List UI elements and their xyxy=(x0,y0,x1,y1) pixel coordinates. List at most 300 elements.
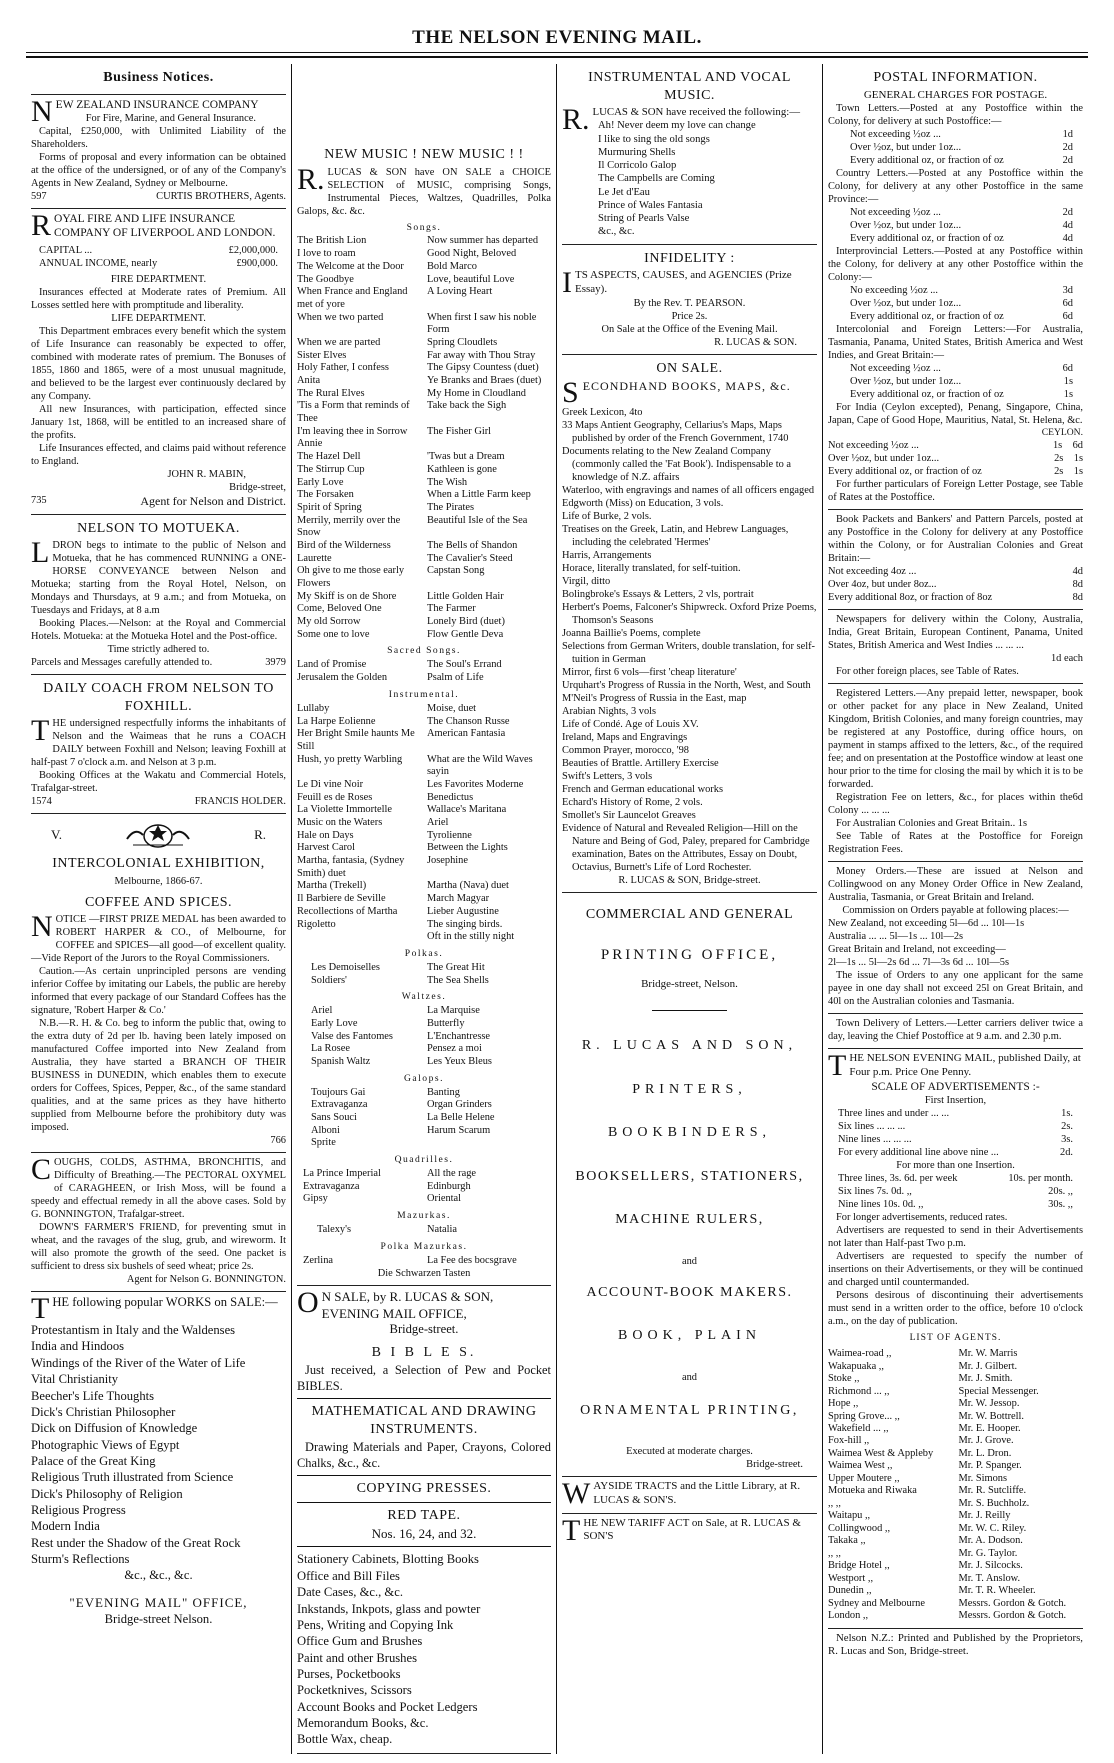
works-ad xyxy=(31,1292,286,1632)
column-4 xyxy=(822,64,1088,1754)
rate-table xyxy=(828,128,1083,167)
ad-text: This Department embraces every benefit which the system of Life Insurance can reasonably be expected to offer, combined with moderate rates of premium. The Bonuses of 1855, 1860 and 1865, were of a most unusual magnitude, and believed to be the largest ever continuously declared by any Company. xyxy=(31,325,286,402)
ad-heading: ACCOUNT-BOOK MAKERS. xyxy=(586,1284,793,1300)
list-item: The Gipsy Countess (duet) xyxy=(427,362,539,374)
book-title: Treatises on the Greek, Latin, and Hebrew Languages, including the celebrated 'Hermes' xyxy=(562,524,789,549)
imprint-text: Nelson N.Z.: Printed and Published by the Proprietors, R. Lucas and Son, Bridge-street. xyxy=(828,1631,1083,1658)
rate-label: For more than one Insertion. xyxy=(896,1160,1015,1172)
work-title: Photographic Views of Egypt xyxy=(31,1437,180,1452)
ad-heading: BOOKSELLERS, STATIONERS, xyxy=(575,1168,804,1184)
dropcap: T xyxy=(828,1049,847,1083)
list-item: Valse des Fantomes xyxy=(311,1030,393,1042)
list-item: Martha (Trekell) xyxy=(297,880,367,892)
rate-value: 2s xyxy=(1054,453,1064,465)
book-title: Common Prayer, morocco, '98 xyxy=(562,745,689,757)
list-item: Ye Branks and Braes (duet) xyxy=(427,375,542,387)
rate-row xyxy=(828,439,1083,452)
rate-value: 6d xyxy=(1072,440,1083,452)
list-item: Rigoletto xyxy=(297,918,336,930)
list-item: Recollections of Martha xyxy=(297,905,398,917)
rate-note: For further particulars of Foreign Letter Postage, see Table of Rates at the Postoffice. xyxy=(828,479,1083,504)
ad-heading: NELSON TO MOTUEKA. xyxy=(77,520,240,536)
work-title: Modern India xyxy=(31,1519,100,1534)
list-label: Sacred Songs. xyxy=(387,645,461,657)
stationery-item: Date Cases, &c., &c. xyxy=(297,1585,403,1600)
ad-signature: R. LUCAS & SON, Bridge-street. xyxy=(618,875,761,887)
list-item: La Rosee xyxy=(311,1043,350,1055)
stationery-item: Bottle Wax, cheap. xyxy=(297,1732,393,1747)
list-item: Little Golden Hair xyxy=(427,590,504,602)
tariff-ad xyxy=(562,1514,817,1550)
polka-mazurkas-list xyxy=(297,1255,551,1268)
masthead-rule-bottom xyxy=(26,56,1088,58)
ad-text: N.B.—R. H. & Co. beg to inform the public that, owing to the extra duty of 2d per lb. having been lately imposed on manufactured Coffee imported into New Zealand from Australia, they have started a BRANCH OF THEIR BUSINESS in DUNEDIN, which enables them to execute orders for Coffees, Spices, Pepper, &c., of the same standard qualities, and at the same prices as they have hitherto supplied from Melbourne before the prohibitory duty was imposed. xyxy=(31,1018,286,1134)
galops-list xyxy=(297,1087,551,1150)
rate-note: For longer advertisements, reduced rates. xyxy=(836,1212,1008,1224)
books-list xyxy=(562,406,817,874)
rate-value: 10s. per month. xyxy=(1008,1173,1073,1185)
book-title: Waterloo, with engravings and names of all officers engaged xyxy=(562,485,815,497)
dropcap: T xyxy=(31,1292,50,1326)
rate-value: 1s xyxy=(1063,376,1073,388)
list-item: Psalm of Life xyxy=(427,672,484,684)
rate-row xyxy=(850,362,1073,375)
rate-label: First Insertion, xyxy=(924,1095,987,1107)
list-item: When first I saw his noble Form xyxy=(427,311,537,336)
music-received-list xyxy=(562,119,817,238)
ad-heading: COFFEE AND SPICES. xyxy=(84,894,233,910)
rate-row xyxy=(828,578,1083,591)
list-item: Flow Gentle Deva xyxy=(427,628,504,640)
ad-heading: "EVENING MAIL" OFFICE, xyxy=(69,1595,248,1611)
list-item: Love, beautiful Love xyxy=(427,273,515,285)
list-item: Tyrolienne xyxy=(427,829,472,841)
book-packets xyxy=(828,510,1083,610)
rate-row xyxy=(828,565,1083,578)
list-item: Mr. J. Gilbert. xyxy=(958,1360,1018,1372)
ad-text: Booking Offices at the Wakatu and Commercial Hotels, Trafalgar-street. xyxy=(31,770,286,795)
list-item: Feuill es de Roses xyxy=(297,791,373,803)
rate-value: 4d xyxy=(1062,220,1073,232)
rate-table xyxy=(828,439,1083,478)
list-item: Spring Cloudlets xyxy=(427,336,498,348)
list-item: I love to roam xyxy=(297,248,356,260)
money-orders xyxy=(828,862,1083,1014)
imprint xyxy=(828,1629,1083,1664)
column-3 xyxy=(556,64,822,1754)
ad-text: DOWN'S FARMER'S FRIEND, for preventing smut in wheat, and the ravages of the slug, grub, and wireworm. It will also promote the growth of the seed. One packet is sufficient to dress six bushels of seed wheat; price 2s. xyxy=(31,1222,286,1273)
rate-label: Over 4oz, but under 8oz... xyxy=(828,579,937,591)
ad-text: Bridge-street. xyxy=(746,1459,803,1471)
stationery-item: Account Books and Pocket Ledgers xyxy=(297,1699,478,1714)
list-item: Mr. R. Sutcliffe. xyxy=(958,1485,1027,1497)
list-item: Organ Grinders xyxy=(427,1099,492,1111)
list-item: Mr. A. Dodson. xyxy=(958,1535,1023,1547)
list-item xyxy=(297,931,421,944)
ad-text: ANNUAL INCOME, nearly xyxy=(39,257,158,269)
coach-ad xyxy=(31,675,286,814)
book-title: 33 Maps Antient Geography, Cellarius's Maps, Maps published by order of the French Government, 1740 xyxy=(562,420,789,445)
rate-intro: Newspapers for delivery within the Colony, Australia, India, Great Britain, European Continent, Panama, United States, British America and West Indies ... ... ... xyxy=(828,614,1083,652)
list-item: Die Schwarzen Tasten xyxy=(377,1268,471,1280)
book-title: Evidence of Natural and Revealed Religion—Hill on the Nature and Being of God, Paley, prepared for Cambridge examination, Bates on the Attributes, Essay on Doubt, Octavius, Burnett's Life of Lord Rochester. xyxy=(562,823,810,874)
list-item: The Cavalier's Steed xyxy=(427,552,513,564)
ad-text: Caution.—As certain unprincipled persons are vending inferior Coffee by imitating our Labels, the public are hereby informed that every package of our Standard Coffees has the signature, 'Robert Harper & Co.' xyxy=(31,966,286,1017)
list-item: Martha, fantasia, (Sydney Smith) duet xyxy=(297,855,405,879)
music-title: Ah! Never deem my love can change xyxy=(598,120,756,132)
list-item: The Bells of Shandon xyxy=(427,539,518,551)
rate-value: 1s. xyxy=(1061,1108,1073,1120)
stationery-item: Office Gum and Brushes xyxy=(297,1634,423,1649)
list-item: Early Love xyxy=(297,476,344,488)
list-item: Waimea-road ,, xyxy=(828,1348,892,1360)
list-item: Butterfly xyxy=(427,1017,465,1029)
rate-row xyxy=(828,465,1083,478)
rate-note: Advertisers are requested to specify the number of insertions on their Advertisements, or they will be continued and charged until countermanded. xyxy=(828,1251,1083,1289)
ad-number: 597 xyxy=(31,190,47,202)
list-item: The Stirrup Cup xyxy=(297,463,365,475)
rate-label: Nine lines ... ... ... xyxy=(838,1134,912,1146)
list-item: Far away with Thou Stray xyxy=(427,349,536,361)
ad-heading: N SALE, by R. LUCAS & SON, EVENING MAIL OFFICE, xyxy=(321,1289,494,1321)
list-item: Capstan Song xyxy=(427,565,485,577)
ad-subheading: Melbourne, 1866-67. xyxy=(114,875,203,887)
dropcap: R xyxy=(31,208,52,242)
book-title: Virgil, ditto xyxy=(562,576,611,588)
rate-note: Town Delivery of Letters.—Letter carriers deliver twice a day, leaving the Chief Postoffice at 9 a.m. and 2.30 p.m. xyxy=(828,1018,1083,1043)
list-item: Spanish Waltz xyxy=(311,1055,371,1067)
rate-label: Three lines, 3s. 6d. per week xyxy=(838,1173,958,1185)
stationery-item: Memorandum Books, &c. xyxy=(297,1716,429,1731)
list-item: Spring Grove... ,, xyxy=(828,1410,900,1422)
dropcap: R. xyxy=(297,162,325,196)
ad-text: Nos. 16, 24, and 32. xyxy=(371,1526,477,1542)
stationery-item: Stationery Cabinets, Blotting Books xyxy=(297,1552,479,1567)
list-item: Laurette xyxy=(297,552,332,564)
page-columns xyxy=(26,64,1088,1754)
commission-line: New Zealand, not exceeding 5l—6d ... 10l—1s xyxy=(828,918,1025,930)
list-item: Alboni xyxy=(311,1124,340,1136)
rate-label: Three lines and under ... ... xyxy=(838,1108,950,1120)
list-item: Hush, yo pretty Warbling xyxy=(297,753,403,765)
ad-text: Bridge-street, Nelson. xyxy=(641,978,738,991)
rate-note: The issue of Orders to any one applicant for the same payee in one day shall not exceed 25l on Great Britain, and 40l on the Australian colonies and Tasmania. xyxy=(828,970,1083,1008)
rate-label: Commission on Orders payable at following places:— xyxy=(842,905,1069,917)
ad-heading: INTERCOLONIAL EXHIBITION, xyxy=(52,856,265,872)
rate-value: 6d xyxy=(1062,298,1073,310)
list-item: Bold Marco xyxy=(427,260,477,272)
ad-number: 735 xyxy=(31,494,47,506)
music-title: Murmuring Shells xyxy=(598,146,676,158)
rate-value: 3d xyxy=(1062,285,1073,297)
town-delivery xyxy=(828,1014,1083,1049)
list-item: Martha (Nava) duet xyxy=(427,880,509,892)
ad-text: Parcels and Messages carefully attended to. xyxy=(31,657,213,669)
commission-line: 2l—1s ... 5l—2s 6d ... 7l—3s 6d ... 10l—5s xyxy=(828,957,1009,969)
rate-row xyxy=(850,206,1073,219)
ad-heading: COPYING PRESSES. xyxy=(356,1481,492,1497)
advertisement-scale xyxy=(828,1049,1083,1629)
wayside-tracts-ad xyxy=(562,1477,817,1514)
ad-text: Insurances effected at Moderate rates of Premium. All Losses settled here with promptitude and liberality. xyxy=(31,286,286,311)
list-item: Waimea West & Appleby xyxy=(828,1447,934,1459)
rate-value: 20s. ,, xyxy=(1048,1186,1073,1198)
rate-column-label: CEYLON. xyxy=(1041,427,1083,439)
ad-text: Booking Places.—Nelson: at the Royal and Commercial Hotels. Motueka: at the Motueka Hotel and the Post-office. xyxy=(31,618,286,643)
list-item: Bridge Hotel ,, xyxy=(828,1560,890,1572)
rate-value: 6d xyxy=(1072,792,1083,804)
ad-heading: R. LUCAS AND SON, xyxy=(581,1038,798,1054)
list-item: When we are parted xyxy=(297,336,381,348)
rate-row xyxy=(850,219,1073,232)
list-item: Messrs. Gordon & Gotch. xyxy=(958,1610,1067,1622)
list-item: Extravaganza xyxy=(303,1180,360,1192)
rate-value: 1s xyxy=(1052,440,1063,452)
list-item: Kathleen is gone xyxy=(427,463,497,475)
list-label: Polka Mazurkas. xyxy=(380,1240,468,1252)
ad-text: LUCAS & SON have ON SALE a CHOICE SELECTION of MUSIC, comprising Songs, Instrumental Pieces, Waltzes, Quadrilles, Polka Galops, &c. &c. xyxy=(297,166,551,217)
commission-line: Australia ... ... 5l—1s ... 10l—2s xyxy=(828,931,964,943)
ad-heading: MACHINE RULERS, xyxy=(615,1212,764,1228)
rate-note: Persons desirous of discontinuing their advertisements must send in a written order to the office, before 10 o'clock a.m., on the day of publication. xyxy=(828,1290,1083,1328)
rate-intro: Country Letters.—Posted at any Postoffice within the Colony, for delivery at any other Postoffice in the same Province:— xyxy=(828,168,1083,206)
ad-text: Life Insurances effected, and claims paid without reference to England. xyxy=(31,442,286,467)
book-title: Greek Lexicon, 4to xyxy=(562,407,643,419)
work-title: Vital Christianity xyxy=(31,1372,119,1387)
list-label: Waltzes. xyxy=(401,991,447,1003)
ad-heading: PRINTING OFFICE, xyxy=(600,946,779,963)
rate-value: 2d xyxy=(1062,155,1073,167)
list-item: The Forsaken xyxy=(297,489,354,501)
registered-letters xyxy=(828,684,1083,862)
dropcap: R. xyxy=(562,103,590,136)
rate-label: Every additional oz, or fraction of oz xyxy=(850,233,1004,245)
list-item: Gipsy xyxy=(303,1193,328,1205)
rate-value: 2s. xyxy=(1061,1121,1073,1133)
ad-number: 766 xyxy=(270,1135,286,1147)
list-item: L'Enchantresse xyxy=(427,1030,491,1042)
list-item: Mr. W. C. Riley. xyxy=(958,1522,1027,1534)
royal-crest-icon xyxy=(123,821,193,849)
list-item: Mr. Simons xyxy=(958,1472,1008,1484)
list-item: Takaka ,, xyxy=(828,1535,866,1547)
book-title: Smollet's Sir Launcelot Greaves xyxy=(562,810,696,822)
royal-insurance-ad xyxy=(31,209,286,515)
list-item: The singing birds. xyxy=(427,918,503,930)
list-item: 'Tis a Form that reminds of Thee xyxy=(297,400,410,425)
list-item: A Loving Heart xyxy=(427,286,493,298)
ad-text: Executed at moderate charges. xyxy=(626,1446,753,1458)
music-title: &c., &c. xyxy=(598,226,635,238)
list-item: La Prince Imperial xyxy=(303,1168,381,1180)
rate-value: 1s xyxy=(1073,453,1083,465)
rate-row xyxy=(850,388,1073,401)
list-item: Her Bright Smile haunts Me Still xyxy=(297,728,415,752)
music-ad xyxy=(297,64,551,1286)
music-title: I like to sing the old songs xyxy=(598,133,710,145)
ad-text: On Sale at the Office of the Evening Mail. xyxy=(601,323,778,335)
ad-text: AYSIDE TRACTS and the Little Library, at R. LUCAS & SON'S. xyxy=(593,1480,801,1506)
list-item: The Chanson Russe xyxy=(427,715,510,727)
rate-label: Every additional 8oz, or fraction of 8oz xyxy=(828,592,993,604)
ad-text: Forms of proposal and every information can be obtained at the office of the undersigned, or of any of the Company's Agents in New Zealand, Sydney or Melbourne. xyxy=(31,151,286,189)
list-item: Les Yeux Bleus xyxy=(427,1055,492,1067)
list-item: The Great Hit xyxy=(427,961,485,973)
sacred-songs-list xyxy=(297,659,551,684)
newspaper-title: THE NELSON EVENING MAIL. xyxy=(412,27,702,48)
ad-text: and xyxy=(681,1371,697,1383)
list-item: Edinburgh xyxy=(427,1180,471,1192)
list-label: Mazurkas. xyxy=(397,1210,451,1222)
list-item: Le Di vine Noir xyxy=(297,778,364,790)
list-item: Between the Lights xyxy=(427,842,508,854)
music-title: Prince of Wales Fantasia xyxy=(598,199,703,211)
ad-text: &c., &c., &c. xyxy=(124,1567,193,1582)
list-label: Polkas. xyxy=(404,947,444,959)
list-item: La Violette Immortelle xyxy=(297,804,392,816)
dropcap: N xyxy=(31,910,53,944)
list-item: Sydney and Melbourne xyxy=(828,1597,925,1609)
list-item: ,, ,, xyxy=(828,1547,841,1559)
list-item: Mr. J. Grove. xyxy=(958,1435,1014,1447)
stationery-item: Inkstands, Inkpots, glass and powter xyxy=(297,1601,481,1616)
ad-text: and xyxy=(681,1255,697,1267)
rate-row xyxy=(850,310,1073,323)
section-subheading: SCALE OF ADVERTISEMENTS :- xyxy=(871,1080,1040,1093)
book-title: Arabian Nights, 3 vols xyxy=(562,706,657,718)
rate-intro: Interprovincial Letters.—Posted at any Postoffice within the Colony, for delivery at any other Postoffice within the Colony:— xyxy=(828,246,1083,284)
list-item: Oriental xyxy=(427,1193,462,1205)
lucas-sale-ad xyxy=(297,1286,551,1753)
rate-value: 2s xyxy=(1054,466,1064,478)
ad-heading: ON SALE. xyxy=(656,360,723,376)
rate-value: 8d xyxy=(1072,592,1083,604)
book-title: Ireland, Maps and Engravings xyxy=(562,732,688,744)
dropcap: N xyxy=(31,94,53,128)
book-title: Edgworth (Miss) on Education, 3 vols. xyxy=(562,498,724,510)
rate-value: 6d xyxy=(1062,311,1073,323)
rate-intro: Book Packets and Bankers' and Pattern Parcels, posted at any Postoffice in the Colony for delivery at any Postoffice within the Colony, or for Australian Colonies and Great Britain:— xyxy=(828,514,1083,565)
infidelity-ad xyxy=(562,245,817,355)
list-item: Mr. P. Spanger. xyxy=(958,1460,1022,1472)
commission-list xyxy=(828,917,1083,969)
work-title: Sturm's Reflections xyxy=(31,1552,130,1567)
list-item: Wakefield ... ,, xyxy=(828,1423,889,1434)
list-item: The Rural Elves xyxy=(297,387,365,399)
ad-text: LUCAS & SON have received the following:— xyxy=(592,106,801,118)
rate-intro: Town Letters.—Posted at any Postoffice within the Colony, for delivery at such Postoffice:— xyxy=(828,103,1083,128)
coughs-ad xyxy=(31,1153,286,1292)
instrumental-vocal-ad xyxy=(562,64,817,245)
rate-label: Nine lines 10s. 0d. ,, xyxy=(838,1199,924,1211)
rate-label: Over ½oz, but under 1oz... xyxy=(850,376,962,388)
rate-table xyxy=(828,206,1083,245)
list-item: Harvest Carol xyxy=(297,842,355,854)
list-item: My Home in Cloudland xyxy=(427,387,526,399)
ad-value: £2,000,000. xyxy=(228,244,278,256)
ad-text: Bridge-street, xyxy=(229,481,286,493)
business-notices-title: Business Notices. xyxy=(103,70,214,85)
work-title: Windings of the River of the Water of Life xyxy=(31,1355,246,1370)
rate-row xyxy=(838,1120,1073,1133)
list-item: Talexy's xyxy=(317,1224,352,1236)
book-title: French and German educational works xyxy=(562,784,723,796)
ad-text: By the Rev. T. PEARSON. xyxy=(633,297,746,309)
ad-subheading: ECONDHAND BOOKS, MAPS, &c. xyxy=(582,379,791,394)
stationery-item: Pocketknives, Scissors xyxy=(297,1683,412,1698)
list-item: ,, ,, xyxy=(828,1497,841,1509)
list-item: Mr. G. Taylor. xyxy=(958,1547,1018,1559)
list-item: La Belle Helene xyxy=(427,1112,495,1124)
stationery-item: Paint and other Brushes xyxy=(297,1650,417,1665)
music-title: The Campbells are Coming xyxy=(598,173,715,185)
ad-value: £900,000. xyxy=(236,257,278,269)
polkas-list xyxy=(297,962,551,987)
rate-table xyxy=(828,1172,1083,1211)
dropcap: T xyxy=(562,1513,581,1547)
commission-line: Great Britain and Ireland, not exceeding— xyxy=(828,944,1006,956)
book-title: Harris, Arrangements xyxy=(562,550,652,562)
rate-label: Every additional oz, or fraction of oz xyxy=(850,155,1004,167)
rate-value: 2d xyxy=(1062,207,1073,219)
rate-intro: Registered Letters.—Any prepaid letter, newspaper, book or other packet for any place in New Zealand, United Kingdom, British Colonies, and many foreign countries, may be registered at any Postoffice, during office hours, on payment in stamps affixed to the letters, &c., of the required fee; and on presentation at the Postoffice window at least one hour prior to the time for closing the mail by which it is to be forwarded. xyxy=(828,688,1083,791)
rate-row xyxy=(828,452,1083,465)
ad-subheading: For Fire, Marine, and General Insurance. xyxy=(85,112,256,124)
ad-text: OUGHS, COLDS, ASTHMA, BRONCHITIS, and Difficulty of Breathing.—The PECTORAL OXYMEL of CARAGHEEN, or Irish Moss, will be found a speedy and effectual remedy in all the above cases. Sold by G. BONNINGTON, Trafalgar-street. xyxy=(31,1157,286,1221)
rate-label: Over ½oz, but under 1oz... xyxy=(850,220,962,232)
list-item: La Fee des bocsgrave xyxy=(427,1254,517,1266)
list-item: Fox-hill ,, xyxy=(828,1435,870,1447)
ad-signature: Agent for Nelson G. BONNINGTON. xyxy=(126,1274,286,1286)
rate-label: Not exceeding ½oz ... xyxy=(850,363,941,375)
rate-row xyxy=(838,1185,1073,1198)
list-item: Motueka and Riwaka xyxy=(828,1485,917,1497)
rate-row xyxy=(850,297,1073,310)
music-title: Le Jet d'Eau xyxy=(598,186,650,198)
ad-number: 3979 xyxy=(265,657,286,669)
work-title: India and Hindoos xyxy=(31,1339,125,1354)
ad-text: Capital, £250,000, with Unlimited Liability of the Shareholders. xyxy=(31,125,286,150)
list-item: Extravaganza xyxy=(311,1099,368,1111)
list-item: When a Little Farm keep xyxy=(427,489,531,501)
book-title: Mirror, first 6 vols—first 'cheap literature' xyxy=(562,667,737,679)
list-item: Pensez a moi xyxy=(427,1043,482,1055)
ad-signature: CURTIS BROTHERS, Agents. xyxy=(156,190,286,202)
list-item: Lieber Augustine xyxy=(427,905,499,917)
list-item: Sister Elves xyxy=(297,349,347,361)
ad-text: HE undersigned respectfully informs the inhabitants of Nelson and the Waimeas that he runs a COACH DAILY between Foxhill and Nelson; leaving Foxhill at half-past 7 o'clock a.m. and Nelson at 3 p.m. xyxy=(31,718,286,769)
work-title: Dick's Philosophy of Religion xyxy=(31,1486,183,1501)
rate-row xyxy=(850,154,1073,167)
rate-value: 30s. ,, xyxy=(1048,1199,1073,1211)
section-subheading: GENERAL CHARGES FOR POSTAGE. xyxy=(863,88,1048,101)
rate-row xyxy=(838,1107,1073,1120)
list-item: Les Demoiselles xyxy=(311,961,380,973)
coffee-ad xyxy=(31,814,286,1153)
ad-subheading: FIRE DEPARTMENT. xyxy=(110,273,207,285)
rate-value: 1d xyxy=(1062,129,1073,141)
rate-row xyxy=(838,1133,1073,1146)
list-item: The British Lion xyxy=(297,235,367,247)
list-item: Sans Souci xyxy=(311,1112,357,1124)
ad-text: Bridge-street Nelson. xyxy=(104,1611,213,1626)
rate-label: Over ½oz, but under 1oz... xyxy=(828,453,940,465)
rate-note: For Australian Colonies and Great Britain.. 1s xyxy=(836,818,1028,830)
ad-text: Drawing Materials and Paper, Crayons, Colored Chalks, &c., &c. xyxy=(297,1440,551,1470)
list-item: Mr. W. Marris xyxy=(958,1348,1018,1360)
work-title: Palace of the Great King xyxy=(31,1454,156,1468)
rate-values xyxy=(1054,452,1083,465)
